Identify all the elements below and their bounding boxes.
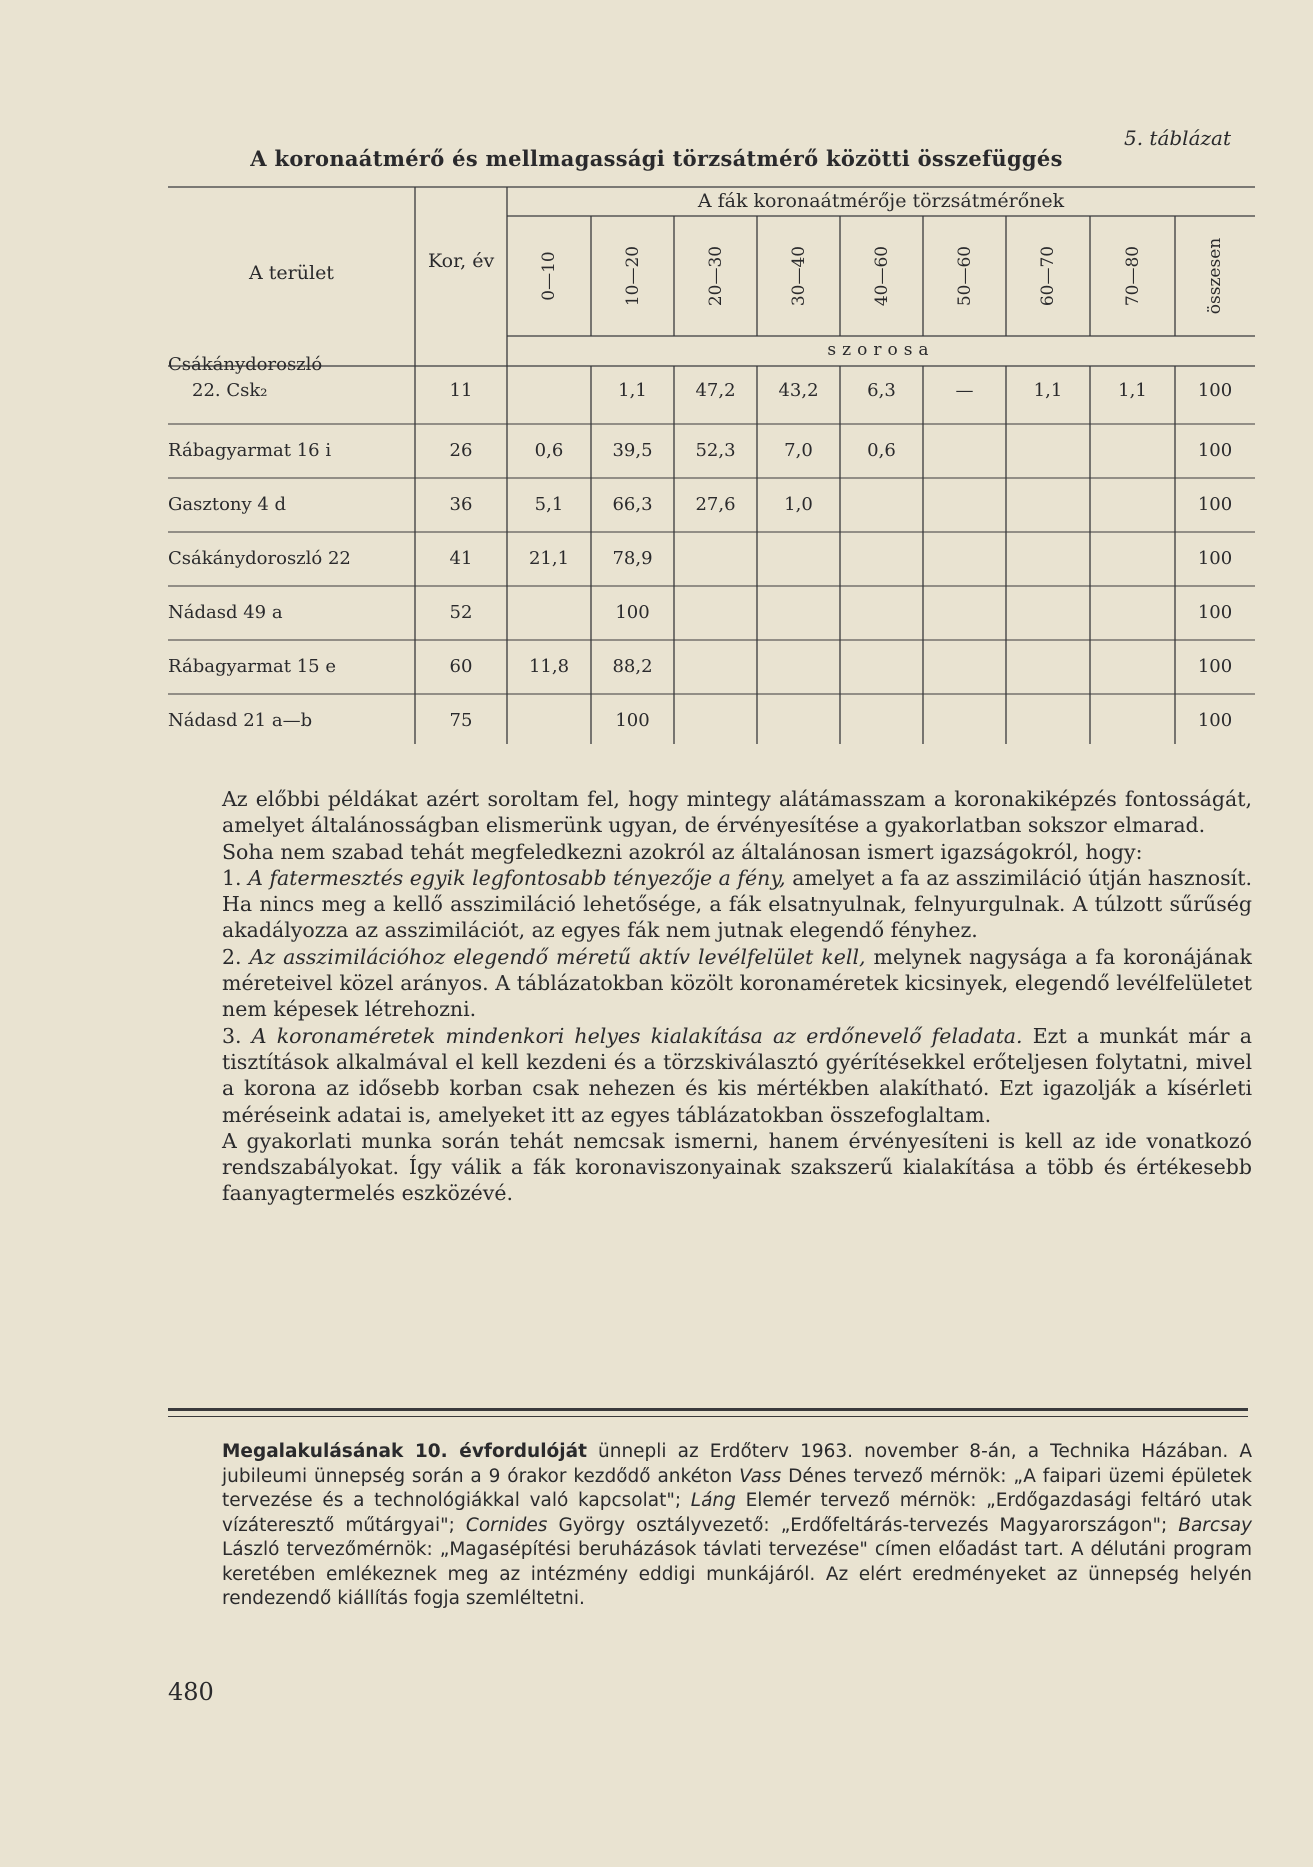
table-cell: 43,2 bbox=[778, 380, 819, 401]
table-cell bbox=[840, 600, 923, 626]
row-age: 26 bbox=[449, 440, 473, 461]
paragraph-text: amelyet a fa az asszimiláció útján hasznosít. Ha nincs meg a kellő asszimiláció lehetősége, a fák elsatnyulnak, felnyurgulnak. A túlzott sűrűség akadályozza az asszimilációt, az egyes fák nem jutnak elegendő fényhez. bbox=[222, 865, 1252, 943]
table-cell: 5,1 bbox=[534, 494, 564, 515]
row-area: Nádasd 49 a bbox=[168, 602, 283, 623]
table-cell: 27,6 bbox=[695, 494, 736, 515]
table-cell bbox=[1090, 546, 1175, 572]
range-header: 30—40 bbox=[788, 245, 809, 307]
table-cell bbox=[840, 546, 923, 572]
table-cell: 0,6 bbox=[867, 440, 896, 461]
range-header: 0—10 bbox=[539, 251, 559, 301]
news-text: Elemér tervező mérnök: „Erdőgazdasági feltáró utak vízáteresztő műtárgyai"; bbox=[222, 1490, 1252, 1536]
table-cell bbox=[757, 600, 840, 626]
table-cell bbox=[507, 378, 591, 404]
table-cell: 7,0 bbox=[784, 440, 813, 461]
table-cell bbox=[1090, 438, 1175, 464]
paragraph bbox=[222, 1023, 1252, 1128]
table-cell: 100 bbox=[1197, 494, 1233, 515]
news-text: László tervezőmérnök: „Magasépítési beruházások távlati tervezése" címen előadást tart. A délutáni program keretében emlékeznek meg az intézmény eddigi munkájáról. Az elért eredményeket az ünnepség helyén rendezendő kiállítás fogja szemléltetni. bbox=[222, 1539, 1252, 1609]
range-header: 50—60 bbox=[954, 245, 975, 307]
table-cell bbox=[1006, 492, 1090, 518]
table-cell bbox=[1006, 546, 1090, 572]
table-cell bbox=[923, 492, 1006, 518]
paragraph: Soha nem szabad tehát megfeledkezni azokról az általánosan ismert igazságokról, hogy: bbox=[222, 839, 1143, 864]
divider bbox=[168, 1416, 1248, 1417]
table-cell bbox=[923, 438, 1006, 464]
table-title: A koronaátmérő és mellmagassági törzsátmérő közötti összefüggés bbox=[250, 146, 1063, 171]
person-name: Barcsay bbox=[1178, 1514, 1252, 1536]
range-header: 10—20 bbox=[622, 245, 643, 307]
news-text: György osztályvezető: „Erdőfeltárás-tervezés Magyarországon"; bbox=[547, 1514, 1179, 1536]
row-age: 60 bbox=[449, 656, 473, 677]
emphasis: A koronaméretek mindenkori helyes kialakítása az erdőnevelő feladata. bbox=[251, 1023, 1023, 1048]
range-header: összesen bbox=[1205, 237, 1225, 315]
table-cell: 1,0 bbox=[784, 494, 813, 515]
row-age: 41 bbox=[449, 548, 473, 569]
row-age: 52 bbox=[449, 602, 473, 623]
divider bbox=[168, 1408, 1248, 1411]
row-age: 11 bbox=[449, 380, 473, 401]
table-cell: 1,1 bbox=[1118, 380, 1147, 401]
table-cell bbox=[1090, 600, 1175, 626]
table-cell bbox=[757, 708, 840, 734]
col-header-group: A fák koronaátmérője törzsátmérőnek bbox=[697, 190, 1065, 212]
multiplier-label: szorosa bbox=[827, 340, 935, 360]
table-cell: 100 bbox=[615, 602, 650, 623]
table-cell: — bbox=[955, 380, 974, 401]
table-cell bbox=[1006, 600, 1090, 626]
table-cell: 11,8 bbox=[528, 656, 570, 677]
table-cell: 1,1 bbox=[1033, 380, 1063, 401]
table-cell: 100 bbox=[1197, 440, 1233, 461]
table-cell bbox=[923, 654, 1006, 680]
range-header: 20—30 bbox=[705, 245, 726, 307]
table-cell bbox=[1006, 708, 1090, 734]
table-cell bbox=[923, 600, 1006, 626]
emphasis: A fatermesztés egyik legfontosabb tényezője a fény, bbox=[248, 865, 786, 890]
paragraph-text: melynek nagysága a fa koronájának méreteivel közel arányos. A táblázatokban közölt koronaméretek kicsinyek, elegendő levélfelületet nem képesek létrehozni. bbox=[222, 944, 1252, 1022]
row-area-detail: 22. Csk₂ bbox=[192, 380, 268, 401]
table-cell: 88,2 bbox=[612, 656, 653, 677]
table-cell bbox=[840, 492, 923, 518]
table-cell bbox=[1090, 654, 1175, 680]
row-area: Csákánydoroszló 22 bbox=[168, 548, 351, 569]
table-cell bbox=[923, 708, 1006, 734]
table-cell: 100 bbox=[615, 710, 650, 731]
table-cell: 52,3 bbox=[695, 440, 736, 461]
list-number: 1. bbox=[222, 865, 242, 890]
table-cell: 39,5 bbox=[612, 440, 653, 461]
person-name: Láng bbox=[690, 1490, 736, 1511]
row-area: Csákánydoroszló bbox=[168, 354, 323, 375]
person-name: Cornides bbox=[465, 1514, 548, 1536]
table-cell: 100 bbox=[1197, 548, 1233, 569]
table-cell: 100 bbox=[1197, 656, 1233, 677]
table-cell bbox=[674, 600, 757, 626]
row-age: 75 bbox=[449, 710, 473, 731]
paragraph bbox=[222, 865, 1252, 944]
news-text: Dénes tervező mérnök: „A faipari üzemi épületek tervezése és a technológiákkal való kapcsolat"; bbox=[222, 1465, 1252, 1511]
row-area: Rábagyarmat 15 e bbox=[168, 656, 337, 677]
page-number: 480 bbox=[168, 1678, 214, 1706]
table-cell bbox=[1090, 492, 1175, 518]
table-number: 5. táblázat bbox=[1123, 126, 1231, 150]
table-cell: 100 bbox=[1197, 710, 1233, 731]
row-age: 36 bbox=[449, 494, 473, 515]
table-cell bbox=[840, 708, 923, 734]
table-cell bbox=[1006, 438, 1090, 464]
table-cell bbox=[840, 654, 923, 680]
range-header: 40—60 bbox=[871, 245, 892, 307]
col-header-area: A terület bbox=[249, 262, 334, 284]
table-cell: 1,1 bbox=[618, 380, 647, 401]
row-area: Nádasd 21 a—b bbox=[168, 710, 313, 731]
list-number: 2. bbox=[222, 944, 242, 969]
row-area: Rábagyarmat 16 i bbox=[168, 440, 332, 461]
table-cell bbox=[507, 708, 591, 734]
table-cell bbox=[1090, 708, 1175, 734]
paragraph: Az előbbi példákat azért soroltam fel, hogy mintegy alátámasszam a koronakiképzés fontosságát, amelyet általánosságban elismerünk ugyan, de érvényesítése a gyakorlatban sokszor elmarad. bbox=[222, 787, 1252, 838]
table-cell: 66,3 bbox=[612, 494, 653, 515]
table-cell bbox=[757, 546, 840, 572]
range-header: 60—70 bbox=[1038, 245, 1058, 307]
table-cell: 78,9 bbox=[612, 548, 653, 569]
table-cell bbox=[507, 600, 591, 626]
paragraph-text: Ezt a munkát már a tisztítások alkalmával el kell kezdeni és a törzskiválasztó gyérítésekkel erőteljesen folytatni, mivel a korona az idősebb korban csak nehezen és kis mértékben alakítható. Ezt igazolják a kísérleti méréseink adatai is, amelyeket itt az egyes táblázatokban összefoglaltam. bbox=[222, 1023, 1252, 1127]
table-cell: 0,6 bbox=[534, 440, 564, 461]
person-name: Vass bbox=[739, 1465, 782, 1487]
news-text: ünnepli az Erdőterv 1963. november 8-án, a Technika Házában. A jubileumi ünnepség során a 9 órakor kezdődő ankéton bbox=[222, 1441, 1252, 1487]
table-cell bbox=[674, 708, 757, 734]
table-cell: 6,3 bbox=[867, 380, 896, 401]
list-number: 3. bbox=[222, 1023, 242, 1048]
table-cell bbox=[923, 546, 1006, 572]
paragraph: A gyakorlati munka során tehát nemcsak ismerni, hanem érvényesíteni is kell az ide vonatkozó rendszabályokat. Így válik a fák koronaviszonyainak szakszerű kialakítása a több és értékesebb faanyagtermelés eszközévé. bbox=[222, 1128, 1252, 1206]
table-cell: 100 bbox=[1197, 380, 1233, 401]
table-cell bbox=[674, 654, 757, 680]
table-cell: 21,1 bbox=[528, 548, 570, 569]
table-cell bbox=[674, 546, 757, 572]
row-area: Gasztony 4 d bbox=[168, 494, 287, 515]
table-cell: 100 bbox=[1197, 602, 1233, 623]
range-header: 70—80 bbox=[1122, 245, 1143, 307]
body-text bbox=[222, 786, 1252, 1207]
paragraph bbox=[222, 944, 1252, 1023]
table-cell bbox=[757, 654, 840, 680]
emphasis: Az asszimilációhoz elegendő méretű aktív levélfelület kell, bbox=[249, 944, 866, 969]
news-lead: Megalakulásának 10. évfordulóját bbox=[222, 1441, 587, 1462]
news-item bbox=[222, 1440, 1252, 1612]
table-cell bbox=[1006, 654, 1090, 680]
table-cell: 47,2 bbox=[695, 380, 736, 401]
col-header-age: Kor, év bbox=[428, 250, 495, 272]
